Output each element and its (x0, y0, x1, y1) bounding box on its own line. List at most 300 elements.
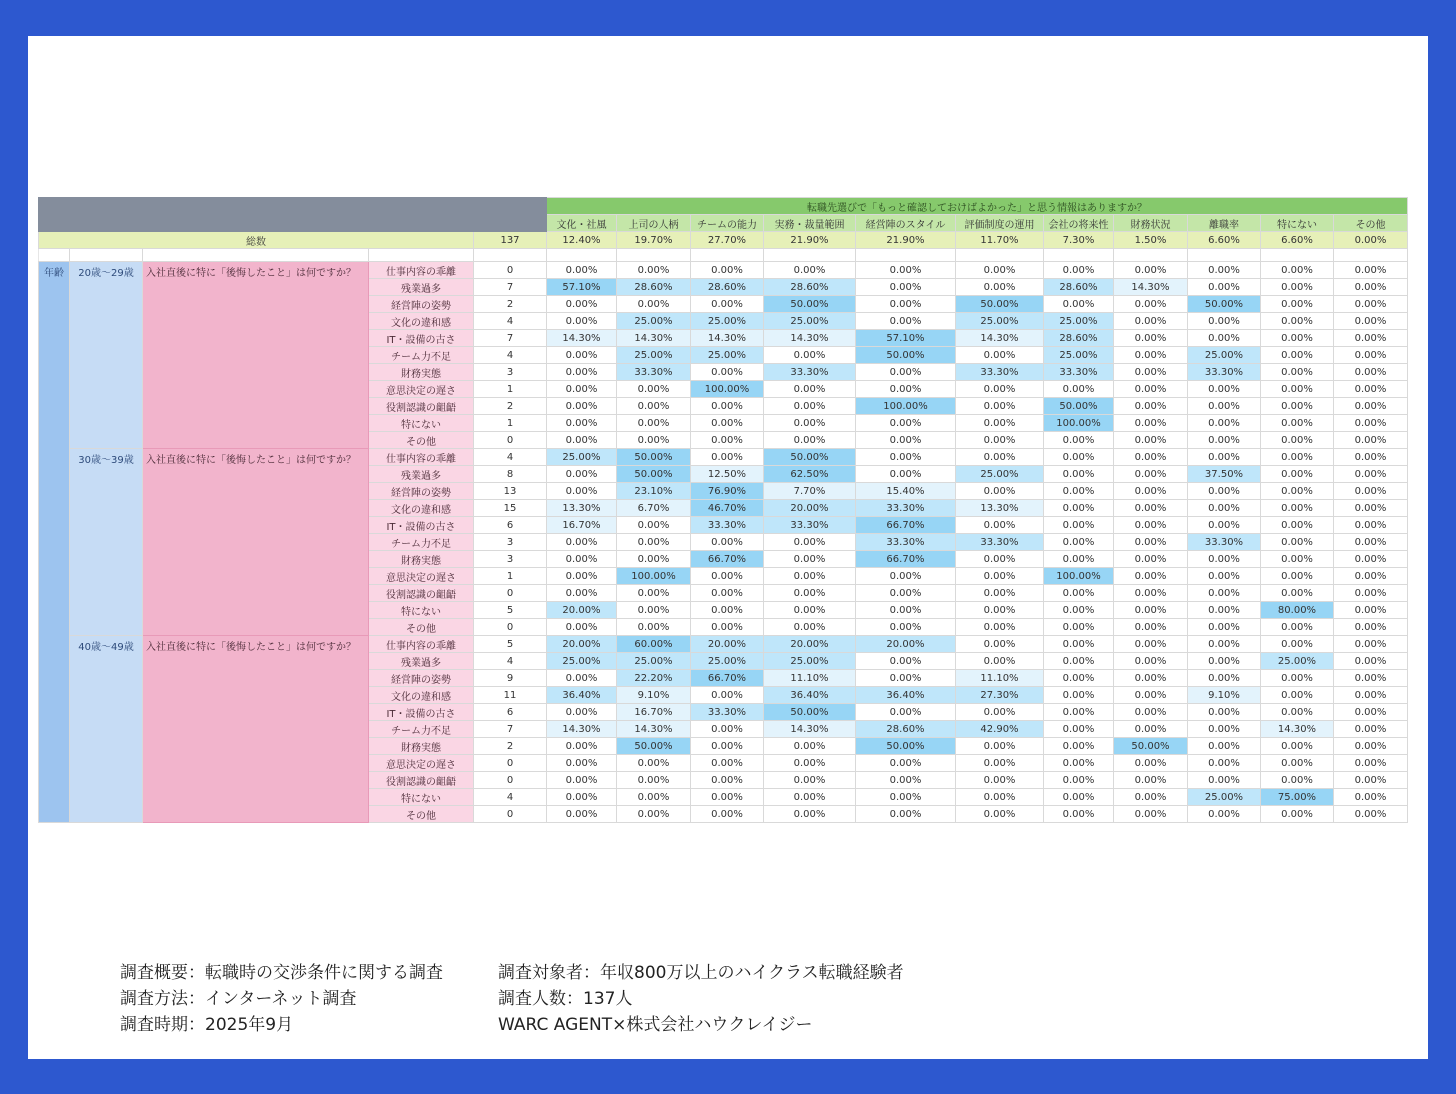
percent-cell: 0.00% (1114, 432, 1188, 449)
data-row (39, 449, 1408, 466)
percent-cell: 0.00% (956, 789, 1044, 806)
respondent-count: 3 (474, 364, 547, 381)
percent-cell: 0.00% (1334, 602, 1408, 619)
spacer-cell (369, 249, 474, 262)
percent-cell: 0.00% (856, 755, 956, 772)
percent-cell: 0.00% (547, 466, 617, 483)
spacer-cell (691, 249, 764, 262)
percent-cell: 0.00% (1334, 789, 1408, 806)
percent-cell: 0.00% (1261, 636, 1334, 653)
percent-cell: 0.00% (764, 619, 856, 636)
percent-cell: 0.00% (1188, 670, 1261, 687)
percent-cell: 0.00% (956, 398, 1044, 415)
spacer-cell (39, 249, 70, 262)
percent-cell: 0.00% (856, 364, 956, 381)
reason-label: その他 (369, 619, 474, 636)
percent-cell: 0.00% (1188, 755, 1261, 772)
percent-cell: 0.00% (617, 619, 691, 636)
percent-cell: 25.00% (617, 313, 691, 330)
percent-cell: 0.00% (1114, 500, 1188, 517)
percent-cell: 0.00% (1334, 755, 1408, 772)
percent-cell: 33.30% (764, 517, 856, 534)
percent-cell: 0.00% (856, 585, 956, 602)
percent-cell: 0.00% (1188, 483, 1261, 500)
percent-cell: 25.00% (1044, 347, 1114, 364)
percent-cell: 0.00% (1261, 432, 1334, 449)
column-header: 特にない (1261, 215, 1334, 232)
percent-cell: 0.00% (956, 415, 1044, 432)
percent-cell: 0.00% (1261, 313, 1334, 330)
percent-cell: 0.00% (1188, 602, 1261, 619)
percent-cell: 0.00% (691, 534, 764, 551)
total-value: 6.60% (1188, 232, 1261, 249)
reason-label: その他 (369, 806, 474, 823)
percent-cell: 50.00% (617, 466, 691, 483)
respondent-count: 3 (474, 534, 547, 551)
question-header: 転職先選びで「もっと確認しておけばよかった」と思う情報はありますか？ (547, 198, 1408, 215)
percent-cell: 0.00% (547, 347, 617, 364)
percent-cell: 0.00% (1261, 347, 1334, 364)
percent-cell: 0.00% (764, 398, 856, 415)
percent-cell: 100.00% (1044, 568, 1114, 585)
respondent-count: 4 (474, 449, 547, 466)
percent-cell: 0.00% (547, 534, 617, 551)
percent-cell: 0.00% (1044, 789, 1114, 806)
respondent-count: 4 (474, 653, 547, 670)
spacer-cell (547, 249, 617, 262)
percent-cell: 14.30% (764, 721, 856, 738)
percent-cell: 0.00% (691, 262, 764, 279)
respondent-count: 0 (474, 806, 547, 823)
percent-cell: 0.00% (1334, 279, 1408, 296)
percent-cell: 14.30% (956, 330, 1044, 347)
column-header: 経営陣のスタイル (856, 215, 956, 232)
percent-cell: 33.30% (617, 364, 691, 381)
percent-cell: 66.70% (856, 517, 956, 534)
percent-cell: 25.00% (956, 313, 1044, 330)
percent-cell: 14.30% (617, 330, 691, 347)
percent-cell: 0.00% (956, 279, 1044, 296)
percent-cell: 0.00% (764, 568, 856, 585)
survey-target: 調査対象者：年収800万以上のハイクラス転職経験者 (498, 963, 904, 983)
respondent-count: 6 (474, 517, 547, 534)
reason-label: 財務実態 (369, 551, 474, 568)
percent-cell: 0.00% (1261, 772, 1334, 789)
reason-label: 財務実態 (369, 738, 474, 755)
percent-cell: 0.00% (1334, 738, 1408, 755)
reason-label: 経営陣の姿勢 (369, 670, 474, 687)
respondent-count: 0 (474, 262, 547, 279)
percent-cell: 28.60% (1044, 279, 1114, 296)
percent-cell: 100.00% (617, 568, 691, 585)
percent-cell: 0.00% (547, 262, 617, 279)
percent-cell: 0.00% (617, 755, 691, 772)
percent-cell: 25.00% (1261, 653, 1334, 670)
percent-cell: 0.00% (1114, 262, 1188, 279)
spacer-cell (764, 249, 856, 262)
percent-cell: 0.00% (1188, 772, 1261, 789)
percent-cell: 33.30% (691, 704, 764, 721)
column-header: 上司の人柄 (617, 215, 691, 232)
percent-cell: 0.00% (856, 670, 956, 687)
total-label: 総数 (39, 232, 474, 249)
reason-label: 意思決定の遅さ (369, 381, 474, 398)
percent-cell: 25.00% (1188, 347, 1261, 364)
reason-label: 役割認識の齟齬 (369, 772, 474, 789)
percent-cell: 7.70% (764, 483, 856, 500)
total-value: 19.70% (617, 232, 691, 249)
percent-cell: 0.00% (1114, 670, 1188, 687)
percent-cell: 33.30% (1188, 364, 1261, 381)
header-blank (39, 198, 474, 232)
percent-cell: 0.00% (617, 772, 691, 789)
percent-cell: 0.00% (617, 296, 691, 313)
reason-label: その他 (369, 432, 474, 449)
percent-cell: 0.00% (691, 415, 764, 432)
percent-cell: 0.00% (691, 619, 764, 636)
percent-cell: 0.00% (764, 347, 856, 364)
percent-cell: 25.00% (691, 653, 764, 670)
percent-cell: 0.00% (1044, 551, 1114, 568)
percent-cell: 42.90% (956, 721, 1044, 738)
percent-cell: 0.00% (956, 806, 1044, 823)
reason-label: 仕事内容の乖離 (369, 449, 474, 466)
percent-cell: 0.00% (764, 534, 856, 551)
survey-method: 調査方法：インターネット調査 (120, 989, 357, 1009)
percent-cell: 0.00% (856, 313, 956, 330)
percent-cell: 0.00% (1114, 653, 1188, 670)
percent-cell: 0.00% (1334, 432, 1408, 449)
percent-cell: 14.30% (547, 330, 617, 347)
percent-cell: 0.00% (1261, 738, 1334, 755)
percent-cell: 14.30% (1114, 279, 1188, 296)
percent-cell: 25.00% (691, 347, 764, 364)
percent-cell: 0.00% (691, 738, 764, 755)
percent-cell: 0.00% (1188, 636, 1261, 653)
percent-cell: 0.00% (1114, 619, 1188, 636)
total-value: 1.50% (1114, 232, 1188, 249)
percent-cell: 20.00% (547, 602, 617, 619)
percent-cell: 0.00% (1261, 381, 1334, 398)
percent-cell: 25.00% (617, 347, 691, 364)
percent-cell: 16.70% (547, 517, 617, 534)
percent-cell: 0.00% (956, 381, 1044, 398)
percent-cell: 0.00% (691, 687, 764, 704)
percent-cell: 0.00% (617, 432, 691, 449)
percent-cell: 50.00% (1114, 738, 1188, 755)
reason-label: チーム力不足 (369, 347, 474, 364)
percent-cell: 0.00% (1334, 721, 1408, 738)
percent-cell: 0.00% (1261, 687, 1334, 704)
percent-cell: 0.00% (1188, 500, 1261, 517)
percent-cell: 0.00% (1114, 806, 1188, 823)
percent-cell: 0.00% (764, 789, 856, 806)
reason-label: 残業過多 (369, 279, 474, 296)
percent-cell: 0.00% (1334, 262, 1408, 279)
percent-cell: 0.00% (1114, 296, 1188, 313)
percent-cell: 0.00% (1114, 789, 1188, 806)
respondent-count: 2 (474, 738, 547, 755)
percent-cell: 0.00% (956, 653, 1044, 670)
percent-cell: 0.00% (956, 262, 1044, 279)
percent-cell: 0.00% (691, 364, 764, 381)
percent-cell: 0.00% (1334, 449, 1408, 466)
percent-cell: 6.70% (617, 500, 691, 517)
age-group-label: 20歳〜29歳 (70, 262, 143, 449)
percent-cell: 20.00% (856, 636, 956, 653)
percent-cell: 75.00% (1261, 789, 1334, 806)
percent-cell: 0.00% (1044, 806, 1114, 823)
percent-cell: 0.00% (1188, 738, 1261, 755)
percent-cell: 0.00% (1044, 636, 1114, 653)
respondent-count: 4 (474, 313, 547, 330)
column-header: 財務状況 (1114, 215, 1188, 232)
percent-cell: 0.00% (547, 568, 617, 585)
survey-period: 調査時期：2025年9月 (120, 1015, 294, 1035)
respondent-count: 15 (474, 500, 547, 517)
percent-cell: 0.00% (691, 398, 764, 415)
percent-cell: 0.00% (1044, 653, 1114, 670)
reason-label: 経営陣の姿勢 (369, 296, 474, 313)
spacer-cell (956, 249, 1044, 262)
percent-cell: 0.00% (764, 755, 856, 772)
percent-cell: 66.70% (856, 551, 956, 568)
respondent-count: 2 (474, 296, 547, 313)
percent-cell: 36.40% (856, 687, 956, 704)
percent-cell: 33.30% (764, 364, 856, 381)
percent-cell: 0.00% (547, 415, 617, 432)
respondent-count: 13 (474, 483, 547, 500)
percent-cell: 0.00% (1114, 585, 1188, 602)
percent-cell: 0.00% (1044, 687, 1114, 704)
percent-cell: 0.00% (1261, 483, 1334, 500)
percent-cell: 0.00% (1261, 619, 1334, 636)
percent-cell: 0.00% (1261, 534, 1334, 551)
respondent-count: 1 (474, 381, 547, 398)
percent-cell: 0.00% (547, 806, 617, 823)
percent-cell: 0.00% (1261, 330, 1334, 347)
percent-cell: 0.00% (1334, 585, 1408, 602)
percent-cell: 0.00% (547, 313, 617, 330)
percent-cell: 0.00% (956, 449, 1044, 466)
sub-question-label: 入社直後に特に「後悔したこと」は何ですか？ (143, 636, 369, 823)
percent-cell: 0.00% (617, 551, 691, 568)
percent-cell: 0.00% (764, 806, 856, 823)
percent-cell: 0.00% (1044, 262, 1114, 279)
percent-cell: 0.00% (1114, 534, 1188, 551)
percent-cell: 60.00% (617, 636, 691, 653)
column-header: 離職率 (1188, 215, 1261, 232)
percent-cell: 0.00% (764, 602, 856, 619)
spacer-cell (1044, 249, 1114, 262)
percent-cell: 57.10% (547, 279, 617, 296)
percent-cell: 0.00% (764, 262, 856, 279)
percent-cell: 20.00% (764, 500, 856, 517)
percent-cell: 0.00% (1188, 619, 1261, 636)
percent-cell: 0.00% (956, 602, 1044, 619)
percent-cell: 14.30% (764, 330, 856, 347)
survey-respondents: 調査人数：137人 (498, 989, 633, 1009)
percent-cell: 0.00% (1114, 466, 1188, 483)
percent-cell: 9.10% (617, 687, 691, 704)
percent-cell: 0.00% (617, 398, 691, 415)
percent-cell: 0.00% (1044, 534, 1114, 551)
percent-cell: 50.00% (764, 449, 856, 466)
percent-cell: 0.00% (1114, 704, 1188, 721)
percent-cell: 0.00% (856, 704, 956, 721)
percent-cell: 0.00% (1188, 432, 1261, 449)
percent-cell: 0.00% (691, 602, 764, 619)
percent-cell: 50.00% (617, 738, 691, 755)
spacer-cell (474, 249, 547, 262)
percent-cell: 0.00% (1261, 466, 1334, 483)
total-n: 137 (474, 232, 547, 249)
reason-label: 特にない (369, 602, 474, 619)
percent-cell: 0.00% (1114, 755, 1188, 772)
percent-cell: 33.30% (856, 500, 956, 517)
reason-label: 仕事内容の乖離 (369, 636, 474, 653)
percent-cell: 50.00% (764, 296, 856, 313)
percent-cell: 0.00% (1334, 806, 1408, 823)
percent-cell: 27.30% (956, 687, 1044, 704)
column-header: チームの能力 (691, 215, 764, 232)
percent-cell: 33.30% (691, 517, 764, 534)
reason-label: IT・設備の古さ (369, 330, 474, 347)
percent-cell: 0.00% (1334, 415, 1408, 432)
percent-cell: 0.00% (956, 738, 1044, 755)
percent-cell: 0.00% (1334, 296, 1408, 313)
header-n-blank (474, 198, 547, 232)
respondent-count: 8 (474, 466, 547, 483)
survey-credit: WARC AGENT×株式会社ハウクレイジー (498, 1015, 813, 1035)
percent-cell: 0.00% (856, 296, 956, 313)
percent-cell: 0.00% (1261, 364, 1334, 381)
percent-cell: 33.30% (1188, 534, 1261, 551)
percent-cell: 46.70% (691, 500, 764, 517)
percent-cell: 0.00% (691, 772, 764, 789)
percent-cell: 0.00% (1334, 636, 1408, 653)
respondent-count: 0 (474, 619, 547, 636)
percent-cell: 0.00% (1044, 602, 1114, 619)
percent-cell: 33.30% (1044, 364, 1114, 381)
percent-cell: 0.00% (1114, 347, 1188, 364)
percent-cell: 100.00% (856, 398, 956, 415)
percent-cell: 0.00% (764, 772, 856, 789)
percent-cell: 20.00% (764, 636, 856, 653)
percent-cell: 0.00% (856, 568, 956, 585)
percent-cell: 100.00% (1044, 415, 1114, 432)
percent-cell: 0.00% (1334, 381, 1408, 398)
percent-cell: 0.00% (547, 619, 617, 636)
percent-cell: 36.40% (547, 687, 617, 704)
percent-cell: 0.00% (764, 585, 856, 602)
percent-cell: 0.00% (856, 619, 956, 636)
percent-cell: 0.00% (856, 415, 956, 432)
percent-cell: 0.00% (1261, 500, 1334, 517)
percent-cell: 0.00% (547, 585, 617, 602)
percent-cell: 0.00% (1261, 704, 1334, 721)
percent-cell: 0.00% (1044, 296, 1114, 313)
percent-cell: 0.00% (691, 449, 764, 466)
respondent-count: 3 (474, 551, 547, 568)
percent-cell: 50.00% (956, 296, 1044, 313)
respondent-count: 1 (474, 415, 547, 432)
percent-cell: 0.00% (1334, 534, 1408, 551)
percent-cell: 0.00% (1114, 313, 1188, 330)
percent-cell: 0.00% (1188, 551, 1261, 568)
percent-cell: 0.00% (1044, 466, 1114, 483)
percent-cell: 0.00% (1334, 687, 1408, 704)
respondent-count: 5 (474, 602, 547, 619)
percent-cell: 0.00% (1044, 483, 1114, 500)
spacer-cell (1334, 249, 1408, 262)
percent-cell: 25.00% (764, 653, 856, 670)
percent-cell: 0.00% (1334, 619, 1408, 636)
percent-cell: 22.20% (617, 670, 691, 687)
spacer-cell (1261, 249, 1334, 262)
percent-cell: 0.00% (1334, 483, 1408, 500)
percent-cell: 0.00% (1261, 568, 1334, 585)
percent-cell: 0.00% (764, 551, 856, 568)
percent-cell: 0.00% (1261, 670, 1334, 687)
total-value: 6.60% (1261, 232, 1334, 249)
percent-cell: 0.00% (1334, 568, 1408, 585)
percent-cell: 62.50% (764, 466, 856, 483)
percent-cell: 0.00% (1261, 449, 1334, 466)
percent-cell: 36.40% (764, 687, 856, 704)
reason-label: 意思決定の遅さ (369, 568, 474, 585)
percent-cell: 11.10% (956, 670, 1044, 687)
percent-cell: 0.00% (1114, 415, 1188, 432)
percent-cell: 0.00% (856, 789, 956, 806)
respondent-count: 0 (474, 755, 547, 772)
percent-cell: 0.00% (617, 534, 691, 551)
reason-label: 文化の違和感 (369, 500, 474, 517)
percent-cell: 0.00% (956, 347, 1044, 364)
percent-cell: 0.00% (1114, 364, 1188, 381)
percent-cell: 0.00% (856, 466, 956, 483)
percent-cell: 0.00% (856, 449, 956, 466)
percent-cell: 0.00% (1114, 398, 1188, 415)
respondent-count: 1 (474, 568, 547, 585)
percent-cell: 0.00% (1334, 670, 1408, 687)
percent-cell: 0.00% (1188, 585, 1261, 602)
spacer-cell (856, 249, 956, 262)
percent-cell: 0.00% (1334, 551, 1408, 568)
reason-label: 意思決定の遅さ (369, 755, 474, 772)
percent-cell: 0.00% (1044, 755, 1114, 772)
respondent-count: 0 (474, 432, 547, 449)
percent-cell: 0.00% (856, 653, 956, 670)
percent-cell: 66.70% (691, 551, 764, 568)
percent-cell: 50.00% (856, 738, 956, 755)
percent-cell: 0.00% (856, 432, 956, 449)
percent-cell: 0.00% (1114, 551, 1188, 568)
percent-cell: 0.00% (1188, 381, 1261, 398)
percent-cell: 50.00% (764, 704, 856, 721)
percent-cell: 0.00% (1334, 347, 1408, 364)
percent-cell: 14.30% (547, 721, 617, 738)
percent-cell: 0.00% (1114, 636, 1188, 653)
percent-cell: 0.00% (1261, 262, 1334, 279)
spacer-cell (143, 249, 369, 262)
percent-cell: 0.00% (1334, 313, 1408, 330)
percent-cell: 0.00% (1188, 653, 1261, 670)
reason-label: 特にない (369, 789, 474, 806)
percent-cell: 25.00% (764, 313, 856, 330)
percent-cell: 0.00% (856, 262, 956, 279)
percent-cell: 0.00% (956, 704, 1044, 721)
